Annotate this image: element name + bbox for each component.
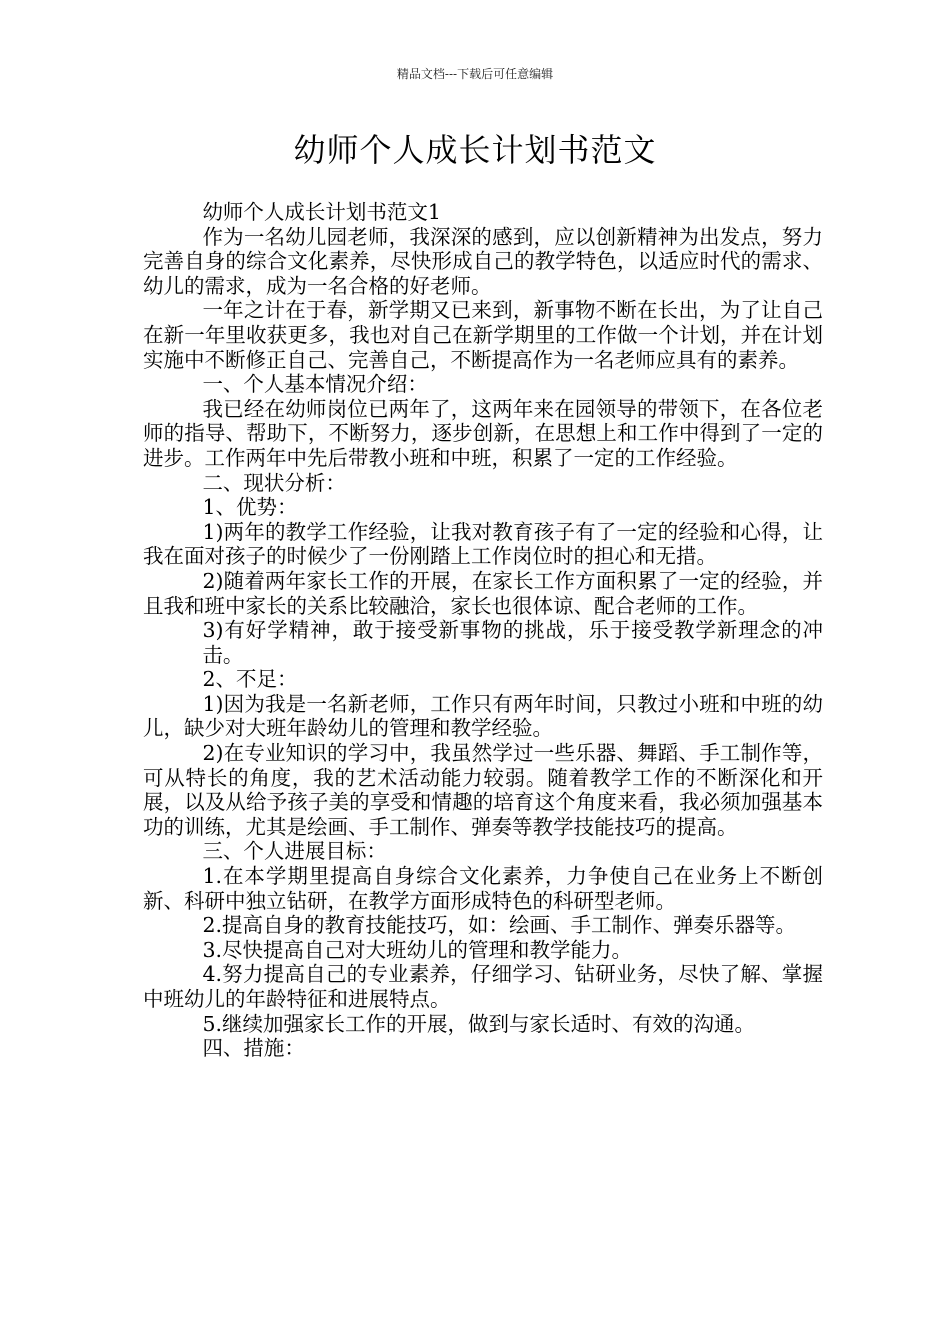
sub-heading: 2、不足： [202, 667, 298, 692]
list-paragraph: 4.努力提高自己的专业素养，仔细学习、钻研业务，尽快了解、掌握中班幼儿的年龄特征和进展特点。 [143, 962, 823, 1011]
body-paragraph: 一年之计在于春，新学期又已来到，新事物不断在长出，为了让自己在新一年里收获更多，我也对自己在新学期里的工作做一个计划，并在计划实施中不断修正自己、完善自己，不断提高作为一名老师应具有的素养。 [143, 298, 823, 372]
sub-heading: 1、优势： [202, 495, 298, 520]
body-paragraph: 我已经在幼师岗位已两年了，这两年来在园领导的带领下，在各位老师的指导、帮助下，不断努力，逐步创新，在思想上和工作中得到了一定的进步。工作两年中先后带教小班和中班，积累了一定的工作经验。 [143, 396, 823, 470]
list-paragraph: 5.继续加强家长工作的开展，做到与家长适时、有效的沟通。 [202, 1011, 755, 1036]
list-paragraph: 2)在专业知识的学习中，我虽然学过一些乐器、舞蹈、手工制作等，可从特长的角度，我的艺术活动能力较弱。随着教学工作的不断深化和开展，以及从给予孩子美的享受和情趣的培育这个角度来看，我必须加强基本功的训练，尤其是绘画、手工制作、弹奏等教学技能技巧的提高。 [143, 741, 823, 839]
section-heading: 一、个人基本情况介绍： [202, 372, 428, 397]
header-note: 精品文档---下载后可任意编辑 [396, 67, 554, 81]
list-paragraph: 1)两年的教学工作经验，让我对教育孩子有了一定的经验和心得，让我在面对孩子的时候少了一份刚踏上工作岗位时的担心和无措。 [143, 519, 823, 569]
list-paragraph: 1)因为我是一名新老师，工作只有两年时间，只教过小班和中班的幼儿，缺少对大班年龄幼儿的管理和教学经验。 [143, 691, 823, 741]
subtitle-paragraph: 幼师个人成长计划书范文1 [202, 200, 441, 224]
body-paragraph: 作为一名幼儿园老师，我深深的感到，应以创新精神为出发点，努力完善自身的综合文化素养，尽快形成自己的教学特色，以适应时代的需求、幼儿的需求，成为一名合格的好老师。 [143, 224, 823, 298]
section-heading: 四、措施： [202, 1036, 305, 1061]
list-paragraph: 3)有好学精神，敢于接受新事物的挑战，乐于接受教学新理念的冲击。 [202, 618, 823, 667]
list-paragraph: 2)随着两年家长工作的开展，在家长工作方面积累了一定的经验，并且我和班中家长的关系比较融洽，家长也很体谅、配合老师的工作。 [143, 568, 823, 618]
list-paragraph: 3.尽快提高自己对大班幼儿的管理和教学能力。 [202, 937, 632, 962]
list-paragraph: 1.在本学期里提高自身综合文化素养，力争使自己在业务上不断创新、科研中独立钻研，在教学方面形成特色的科研型老师。 [143, 864, 823, 913]
section-heading: 三、个人进展目标： [202, 839, 387, 864]
section-heading: 二、现状分析： [202, 470, 346, 495]
document-body [143, 200, 823, 1061]
list-paragraph: 2.提高自身的教育技能技巧，如：绘画、手工制作、弹奏乐器等。 [202, 913, 796, 938]
document-title: 幼师个人成长计划书范文 [293, 131, 657, 169]
